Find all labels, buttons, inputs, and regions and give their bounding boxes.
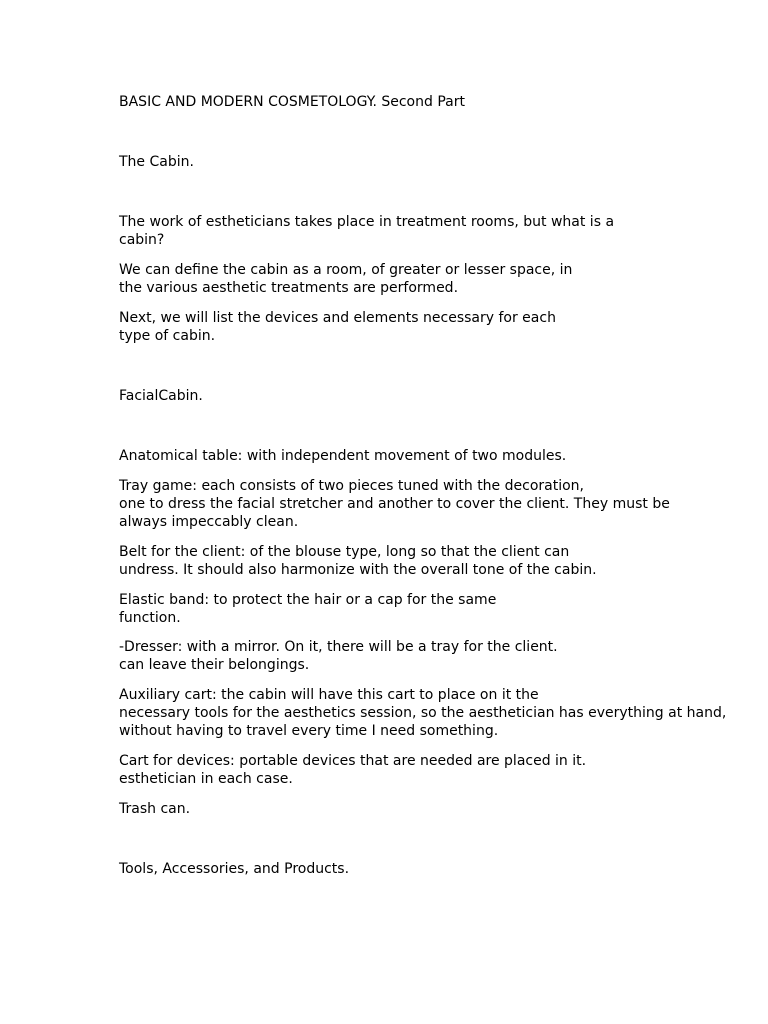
intro-paragraph-1-line-2: cabin? xyxy=(119,232,165,248)
intro-paragraph-3-line-1: Next, we will list the devices and elements necessary for each xyxy=(119,310,556,326)
item-elastic-band-line-2: function. xyxy=(119,610,181,626)
item-tray-game-line-2: one to dress the facial stretcher and another to cover the client. They must be xyxy=(119,496,670,512)
item-cart-devices-line-1: Cart for devices: portable devices that are needed are placed in it. xyxy=(119,753,587,769)
intro-paragraph-3-line-2: type of cabin. xyxy=(119,328,216,344)
section-heading-tools: Tools, Accessories, and Products. xyxy=(119,861,350,877)
intro-paragraph-2-line-1: We can define the cabin as a room, of greater or lesser space, in xyxy=(119,262,573,278)
item-dresser-line-2: can leave their belongings. xyxy=(119,657,310,673)
item-dresser-line-1: -Dresser: with a mirror. On it, there will be a tray for the client. xyxy=(119,639,558,655)
item-cart-devices-line-2: esthetician in each case. xyxy=(119,771,293,787)
section-heading-facial-cabin: FacialCabin. xyxy=(119,388,203,404)
item-anatomical-table: Anatomical table: with independent movement of two modules. xyxy=(119,448,567,464)
section-heading-cabin: The Cabin. xyxy=(119,154,194,170)
item-auxiliary-cart-line-1: Auxiliary cart: the cabin will have this cart to place on it the xyxy=(119,687,539,703)
item-belt-line-1: Belt for the client: of the blouse type, long so that the client can xyxy=(119,544,570,560)
item-tray-game-line-3: always impeccably clean. xyxy=(119,514,299,530)
item-auxiliary-cart-line-2: necessary tools for the aesthetics session, so the aesthetician has everything at hand, xyxy=(119,705,727,721)
document-title: BASIC AND MODERN COSMETOLOGY. Second Part xyxy=(119,94,465,110)
item-tray-game-line-1: Tray game: each consists of two pieces tuned with the decoration, xyxy=(119,478,584,494)
item-elastic-band-line-1: Elastic band: to protect the hair or a cap for the same xyxy=(119,592,497,608)
intro-paragraph-2-line-2: the various aesthetic treatments are performed. xyxy=(119,280,459,296)
item-belt-line-2: undress. It should also harmonize with the overall tone of the cabin. xyxy=(119,562,597,578)
item-auxiliary-cart-line-3: without having to travel every time I need something. xyxy=(119,723,499,739)
item-trash-can: Trash can. xyxy=(119,801,191,817)
intro-paragraph-1-line-1: The work of estheticians takes place in treatment rooms, but what is a xyxy=(119,214,615,230)
